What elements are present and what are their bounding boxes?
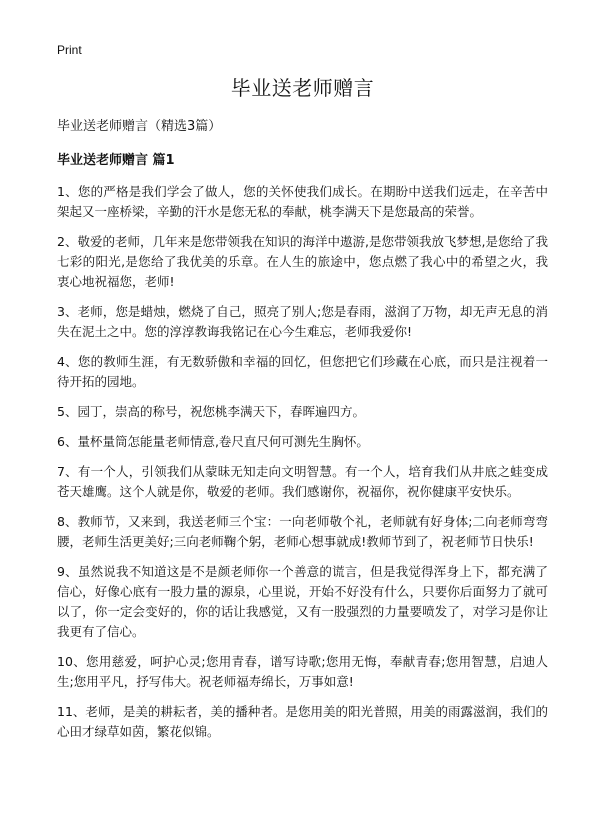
paragraph-4: 4、您的教师生涯，有无数骄傲和幸福的回忆，但您把它们珍藏在心底，而只是注视着一待开拓的园地。 (57, 354, 548, 389)
paragraph-5: 5、园丁，崇高的称号，祝您桃李满天下，春晖遍四方。 (57, 404, 365, 419)
paragraph-11: 11、老师，是美的耕耘者，美的播种者。是您用美的阳光普照，用美的雨露滋润，我们的心田才绿草如茵，繁花似锦。 (57, 704, 548, 739)
paragraph-1: 1、您的严格是我们学会了做人，您的关怀使我们成长。在期盼中送我们远走，在辛苦中架起又一座桥梁，辛勤的汗水是您无私的奉献，桃李满天下是您最高的荣誉。 (57, 184, 548, 219)
paragraph-2: 2、敬爱的老师，几年来是您带领我在知识的海洋中遨游,是您带领我放飞梦想,是您给了我七彩的阳光,是您给了我优美的乐章。在人生的旅途中，您点燃了我心中的希望之火，我衷心地祝福您，老师! (57, 234, 548, 289)
section-heading: 毕业送老师赠言 篇1 (57, 153, 175, 168)
paragraph-7: 7、有一个人，引领我们从蒙昧无知走向文明智慧。有一个人，培育我们从井底之蛙变成苍天雄鹰。这个人就是你，敬爱的老师。我们感谢你，祝福你，祝你健康平安快乐。 (57, 464, 548, 499)
document-title: 毕业送老师赠言 (230, 76, 375, 100)
paragraph-3: 3、老师，您是蜡烛，燃烧了自己，照亮了别人;您是春雨，滋润了万物，却无声无息的消失在泥土之中。您的淳淳教诲我铭记在心今生难忘，老师我爱你! (57, 304, 548, 339)
paragraph-6: 6、量杯量筒怎能量老师情意,卷尺直尺何可测先生胸怀。 (57, 434, 369, 449)
document-subtitle: 毕业送老师赠言（精选3篇） (57, 119, 222, 134)
paragraph-9: 9、虽然说我不知道这是不是颜老师你一个善意的谎言，但是我觉得浑身上下，都充满了信心，好像心底有一股力量的源泉，心里说，开始不好没有什么，只要你后面努力了就可以了，你一定会变好的，你的话让我感觉，又有一股强烈的力量要喷发了，对学习是你让我更有了信心。 (57, 564, 548, 639)
paragraph-8: 8、教师节，又来到，我送老师三个宝：一向老师敬个礼，老师就有好身体;二向老师弯弯腰，老师生活更美好;三向老师鞠个躬，老师心想事就成!教师节到了，祝老师节日快乐! (57, 514, 548, 549)
paragraph-10: 10、您用慈爱，呵护心灵;您用青春，谱写诗歌;您用无悔，奉献青春;您用智慧，启迪人生;您用平凡，抒写伟大。祝老师福寿绵长，万事如意! (57, 654, 548, 689)
print-label: Print (57, 43, 82, 57)
